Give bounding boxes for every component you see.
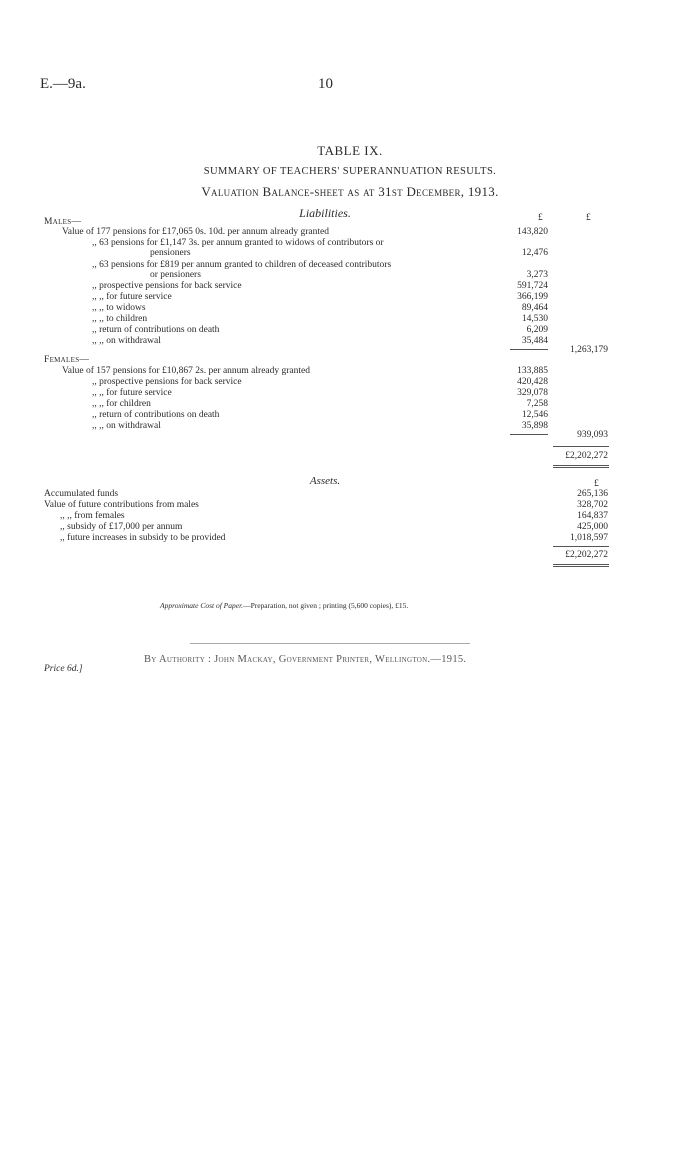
assets-row-text: ,, ,, from females (60, 511, 125, 521)
assets-row-value: 164,837 (577, 511, 608, 521)
females-row-value: 133,885 (517, 366, 548, 376)
assets-heading: Assets. (309, 475, 341, 487)
currency-col1: £ (538, 213, 543, 223)
males-row-text: ,, ,, on withdrawal (92, 336, 161, 346)
cost-label: Approximate Cost of Paper. (160, 601, 244, 610)
males-row-value: 143,820 (517, 227, 548, 237)
males-row-value: 89,464 (521, 303, 548, 313)
females-row-text: ,, ,, on withdrawal (92, 421, 161, 431)
females-row-value: 35,898 (521, 421, 548, 431)
currency-col2: £ (586, 213, 591, 223)
double-rule-top (553, 564, 609, 565)
females-label: Females— (44, 355, 90, 365)
males-row-text: ,, ,, for future service (92, 292, 172, 302)
total-rule (553, 546, 609, 547)
assets-row-value: 1,018,597 (570, 533, 608, 543)
males-row-value: 3,273 (526, 270, 548, 280)
table-title: SUMMARY OF TEACHERS' SUPERANNUATION RESULTS. (203, 166, 497, 177)
males-row-value: 12,476 (521, 248, 548, 258)
assets-currency: £ (594, 479, 599, 489)
price: Price 6d.] (44, 664, 83, 674)
males-row-value: 6,209 (526, 325, 548, 335)
males-row-value: 366,199 (517, 292, 548, 302)
page-number: 10 (318, 76, 333, 92)
assets-grand-total: £2,202,272 (565, 550, 608, 560)
assets-row-value: 328,702 (577, 500, 608, 510)
double-rule-bottom (553, 566, 609, 567)
females-row-text: ,, ,, for children (92, 399, 151, 409)
assets-row-text: ,, future increases in subsidy to be provided (60, 533, 226, 543)
double-rule-bottom (553, 467, 609, 468)
females-row-text: Value of 157 pensions for £10,867 2s. per annum already granted (62, 366, 310, 376)
assets-row-text: Accumulated funds (44, 489, 119, 499)
table-subtitle: Valuation Balance-sheet as at 31st December, 1913. (201, 184, 499, 199)
printer-authority: By Authority : John Mackay, Government Printer, Wellington.—1915. (144, 654, 467, 665)
liabilities-grand-total: £2,202,272 (565, 451, 608, 461)
males-row-text: ,, ,, to widows (92, 303, 146, 313)
assets-row-text: ,, subsidy of £17,000 per annum (60, 522, 183, 532)
total-rule (553, 446, 609, 447)
males-row-text: ,, 63 pensions for £819 per annum granted to children of deceased contributors (92, 260, 392, 270)
females-row-text: ,, prospective pensions for back service (92, 377, 242, 387)
males-row-text: ,, prospective pensions for back service (92, 281, 242, 291)
males-label: Males— (44, 217, 82, 227)
males-row-text: ,, 63 pensions for £1,147 3s. per annum granted to widows of contributors or (92, 238, 384, 248)
liabilities-heading: Liabilities. (299, 206, 351, 220)
assets-row-text: Value of future contributions from males (44, 500, 199, 510)
females-row-text: ,, return of contributions on death (92, 410, 220, 420)
females-row-value: 12,546 (521, 410, 548, 420)
males-row-text: ,, return of contributions on death (92, 325, 220, 335)
females-row-text: ,, ,, for future service (92, 388, 172, 398)
males-row-value: 591,724 (517, 281, 548, 291)
cost-of-paper (160, 601, 408, 610)
double-rule-top (553, 465, 609, 466)
males-row-text: Value of 177 pensions for £17,065 0s. 10d. per annum already granted (62, 227, 329, 237)
females-total: 939,093 (577, 430, 608, 440)
assets-row-value: 425,000 (577, 522, 608, 532)
males-row-text-continued: or pensioners (150, 270, 201, 280)
assets-row-value: 265,136 (577, 489, 608, 499)
males-row-value: 14,530 (521, 314, 548, 324)
cost-text: —Preparation, not given ; printing (5,600 copies), £15. (243, 601, 409, 610)
females-row-value: 329,078 (517, 388, 548, 398)
report-reference: E.—9a. (40, 76, 86, 92)
males-row-text-continued: pensioners (150, 248, 191, 258)
females-row-value: 7,258 (526, 399, 548, 409)
table-number: TABLE IX. (317, 143, 383, 158)
males-row-value: 35,484 (521, 336, 548, 346)
females-row-value: 420,428 (517, 377, 548, 387)
footer-rule (190, 643, 470, 644)
males-total: 1,263,179 (570, 345, 608, 355)
males-row-text: ,, ,, to children (92, 314, 148, 324)
